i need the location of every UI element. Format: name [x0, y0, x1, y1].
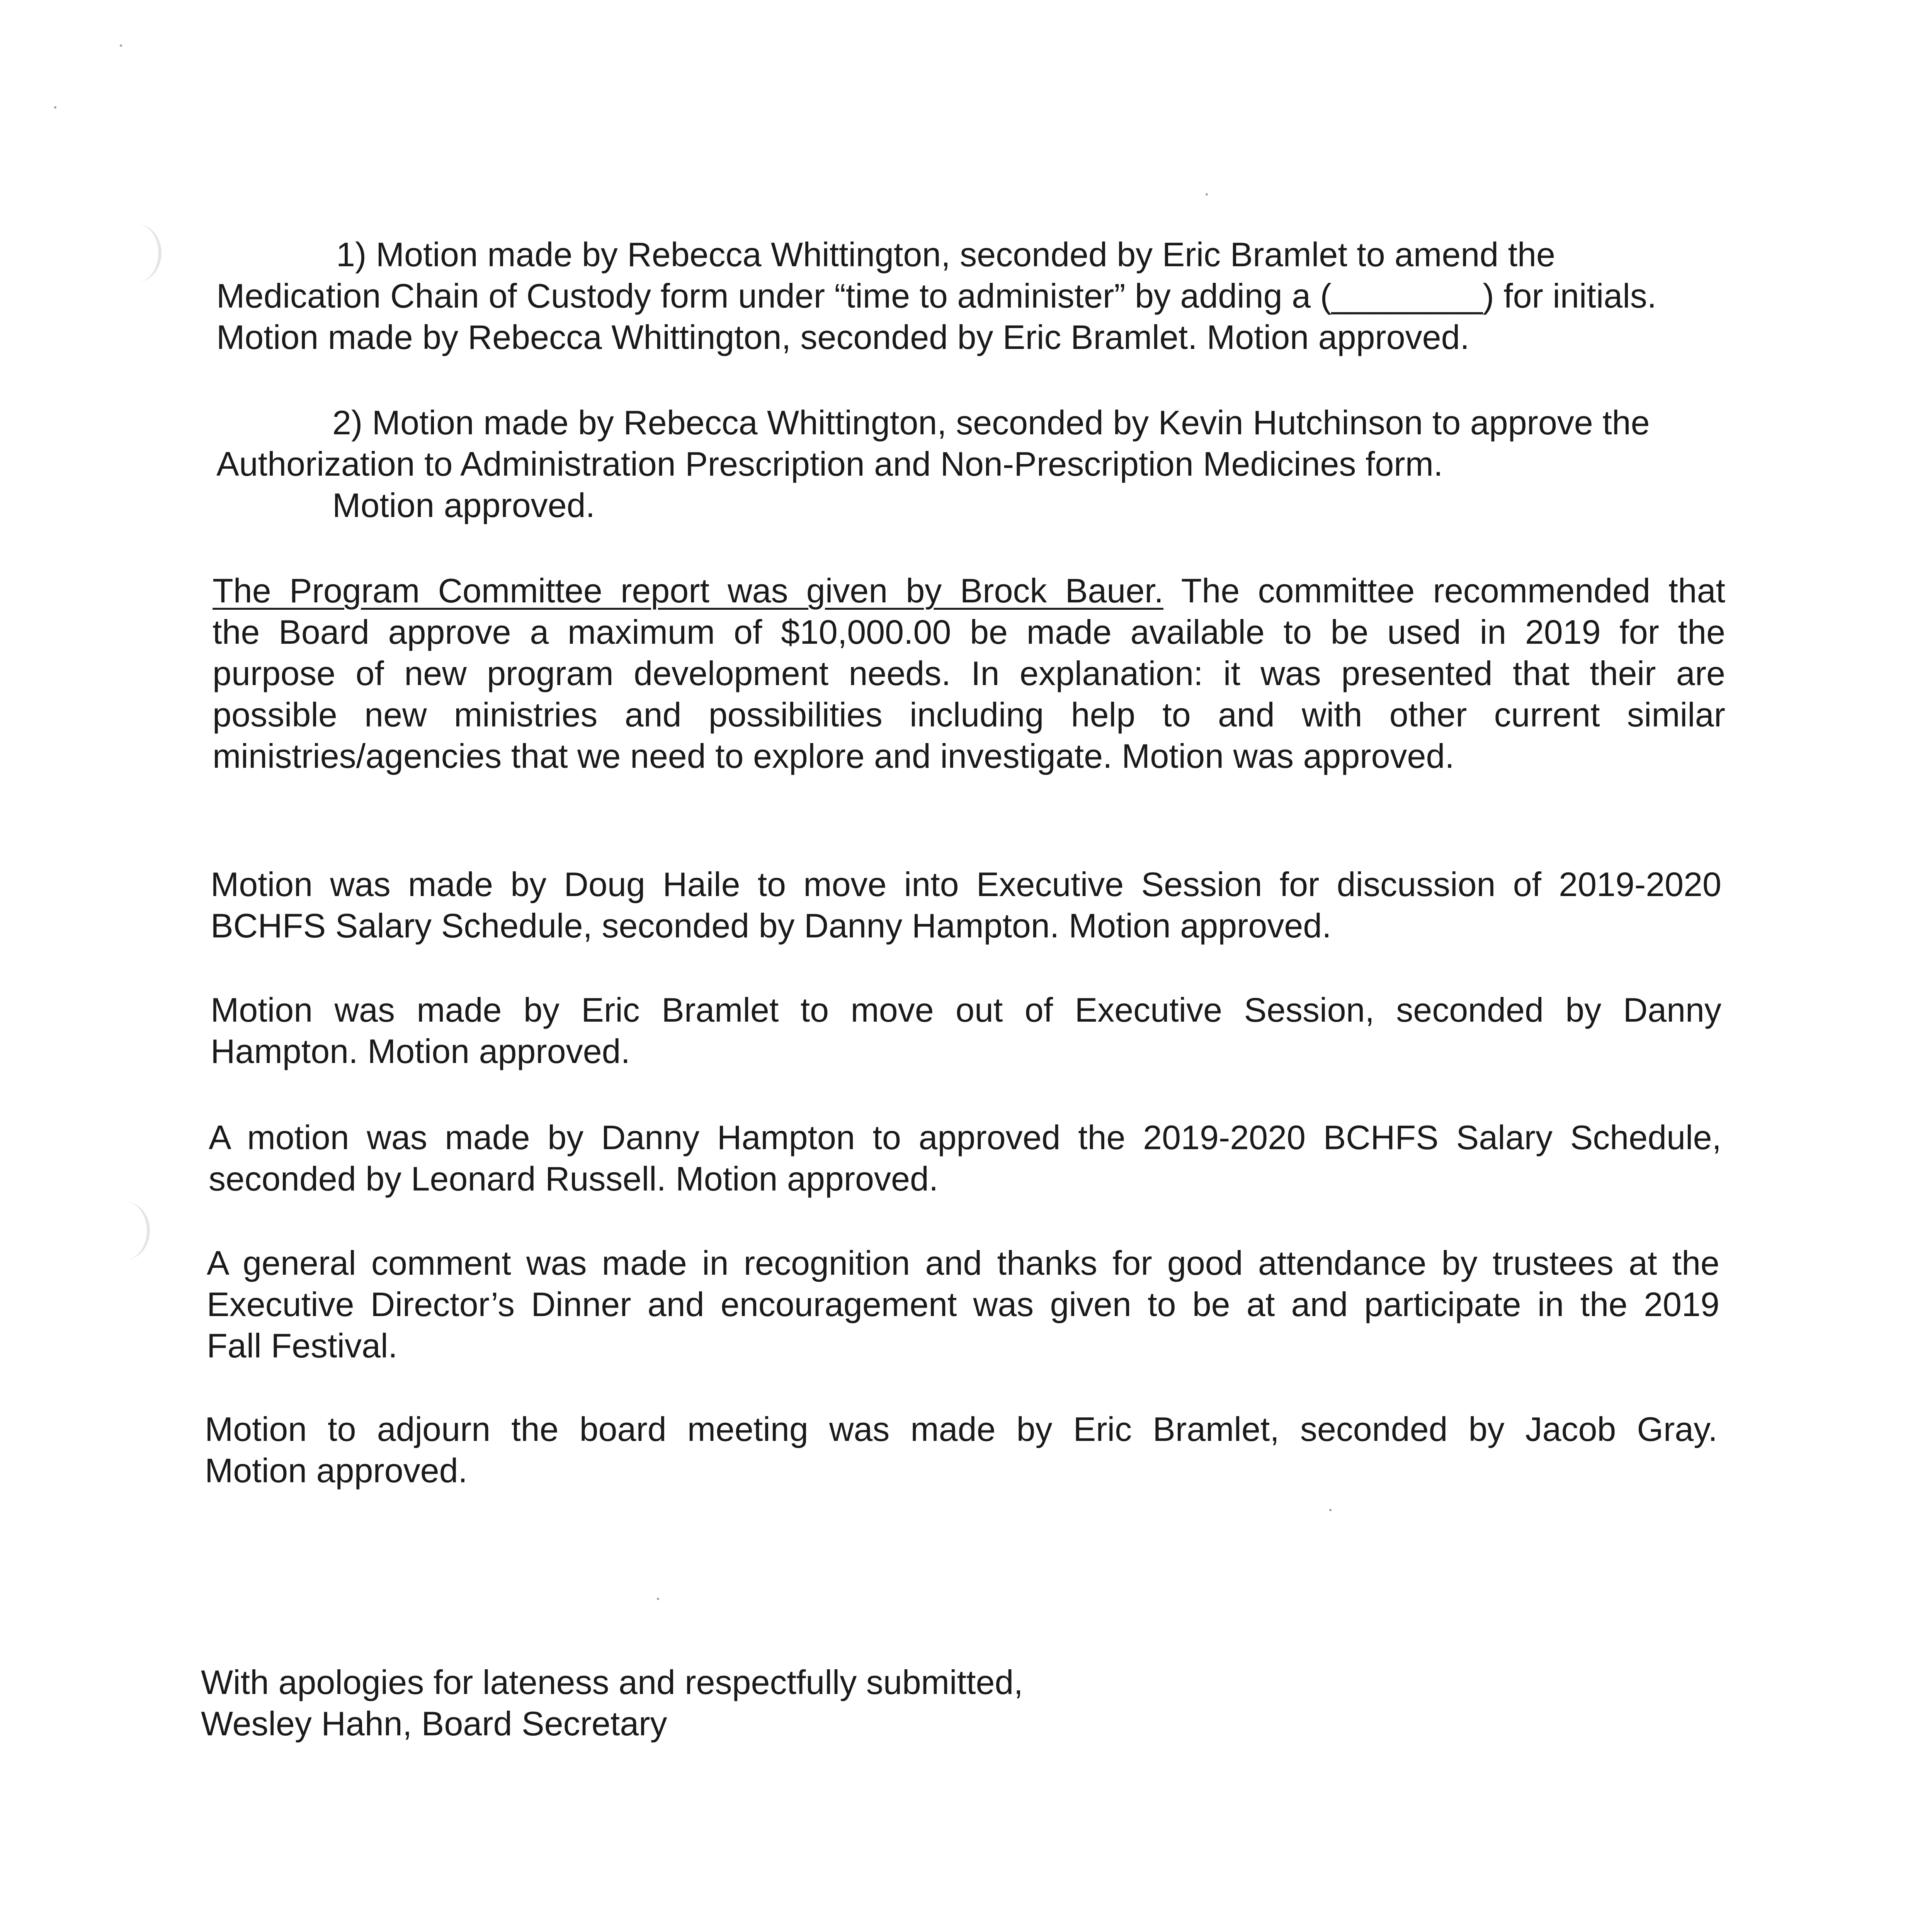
closing-signature: [201, 1662, 1360, 1744]
exec-session-in-paragraph: [211, 864, 1721, 946]
program-committee-line-3: purpose of new program development needs. In explanation: it was presented that their are: [213, 654, 1725, 692]
adjourn-line-1: Motion to adjourn the board meeting was made by Eric Bramlet, seconded by Jacob Gray.: [205, 1410, 1718, 1448]
program-committee-heading: The Program Committee report was given by Brock Bauer.: [213, 571, 1164, 610]
exec-session-out-paragraph: [211, 989, 1721, 1072]
program-committee-line-1: [213, 570, 1725, 611]
motion-2-line-1: 2) Motion made by Rebecca Whittington, seconded by Kevin Hutchinson to approve the: [332, 403, 1650, 442]
general-comment-line-2: Executive Director’s Dinner and encouragement was given to be at and participate in the 2019: [207, 1285, 1719, 1323]
motion-1-line-2: Medication Chain of Custody form under “time to administer” by adding a (________) for initials.: [216, 277, 1657, 315]
motion-2-line-3: Motion approved.: [332, 486, 595, 524]
exec-session-in-line-1: Motion was made by Doug Haile to move into Executive Session for discussion of 2019-2020: [211, 865, 1721, 903]
motion-2-paragraph: [216, 402, 1727, 526]
scan-speck: [54, 106, 56, 109]
salary-schedule-line-2: seconded by Leonard Russell. Motion approved.: [209, 1160, 939, 1198]
motion-1-line-3: Motion made by Rebecca Whittington, seconded by Eric Bramlet. Motion approved.: [216, 318, 1469, 356]
adjourn-paragraph: [205, 1408, 1718, 1491]
binder-hole-shadow: [112, 224, 162, 282]
scan-speck: [120, 44, 122, 47]
exec-session-in-line-2: BCHFS Salary Schedule, seconded by Danny Hampton. Motion approved.: [211, 906, 1332, 945]
general-comment-paragraph: [207, 1242, 1719, 1366]
program-committee-line-2: the Board approve a maximum of $10,000.00 be made available to be used in 2019 for the: [213, 613, 1725, 651]
scan-speck: [657, 1598, 659, 1600]
general-comment-line-3: Fall Festival.: [207, 1327, 398, 1365]
adjourn-line-2: Motion approved.: [205, 1451, 468, 1490]
motion-1-paragraph: [216, 234, 1727, 358]
binder-hole-shadow: [100, 1202, 150, 1260]
scan-speck: [1329, 1509, 1332, 1511]
closing-line-1: With apologies for lateness and respectfully submitted,: [201, 1663, 1023, 1701]
program-committee-line-1-rest: The committee recommended that: [1163, 571, 1726, 610]
exec-session-out-line-2: Hampton. Motion approved.: [211, 1032, 630, 1070]
motion-2-line-2: Authorization to Administration Prescription and Non-Prescription Medicines form.: [216, 445, 1443, 483]
closing-line-2: Wesley Hahn, Board Secretary: [201, 1704, 667, 1743]
exec-session-out-line-1: Motion was made by Eric Bramlet to move out of Executive Session, seconded by Danny: [211, 991, 1721, 1029]
program-committee-line-4: possible new ministries and possibilities including help to and with other current similar: [213, 696, 1725, 734]
salary-schedule-line-1: A motion was made by Danny Hampton to approved the 2019-2020 BCHFS Salary Schedule,: [209, 1118, 1721, 1156]
motion-1-line-1: 1) Motion made by Rebecca Whittington, seconded by Eric Bramlet to amend the: [336, 235, 1555, 274]
general-comment-line-1: A general comment was made in recognition and thanks for good attendance by trustees at the: [207, 1244, 1719, 1282]
scan-speck: [1206, 193, 1208, 196]
salary-schedule-paragraph: [209, 1117, 1721, 1199]
program-committee-line-5: ministries/agencies that we need to explore and investigate. Motion was approved.: [213, 737, 1454, 775]
program-committee-paragraph: [213, 570, 1725, 777]
